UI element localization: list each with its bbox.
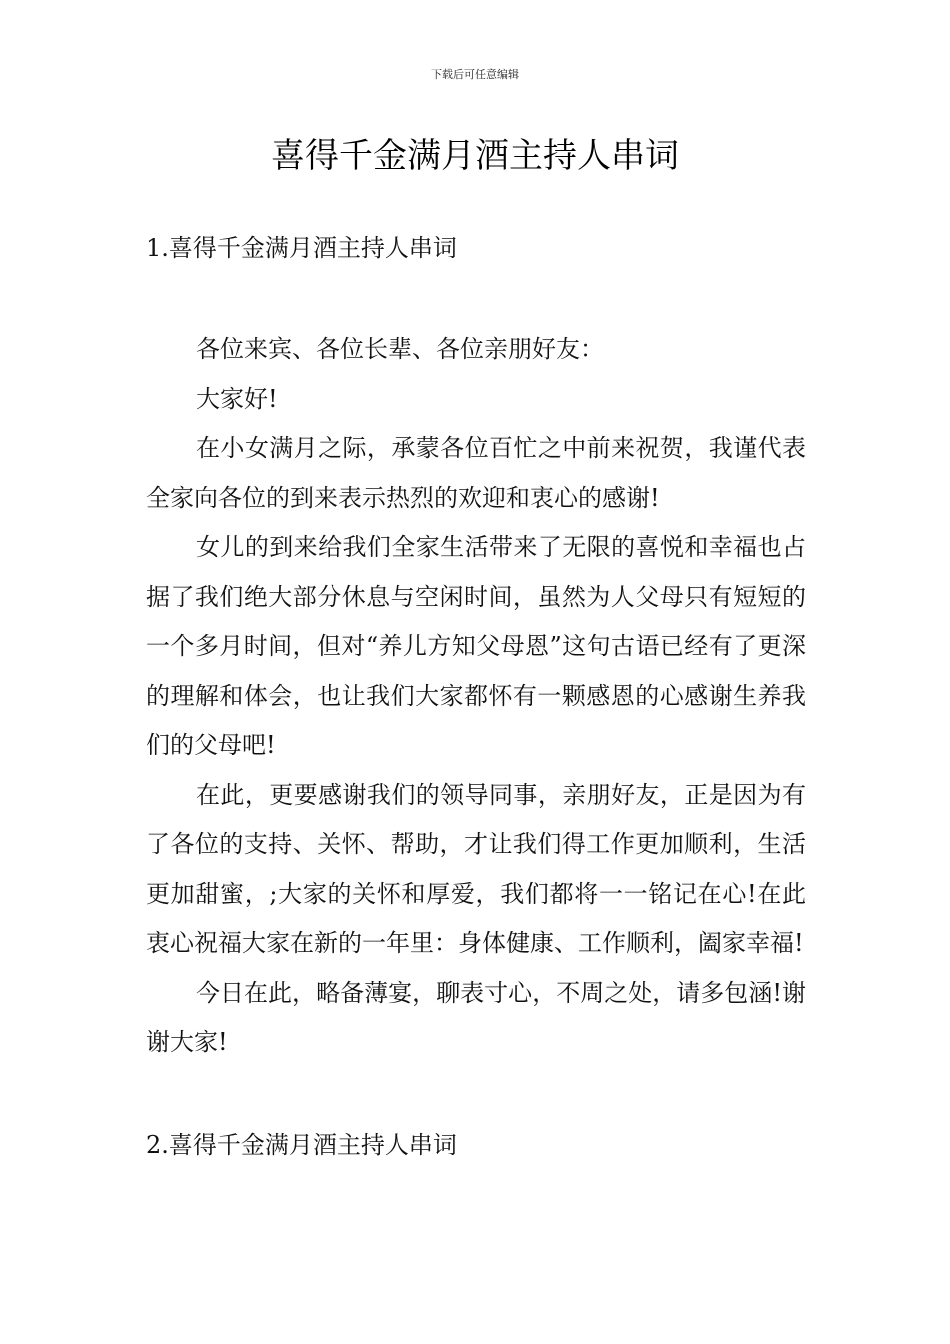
section-heading-1: 1.喜得千金满月酒主持人串词 <box>146 234 457 262</box>
paragraph-closing: 今日在此，略备薄宴，聊表寸心，不周之处，请多包涵!谢谢大家! <box>146 978 806 1056</box>
paragraph-hello: 大家好! <box>196 384 278 413</box>
document-title: 喜得千金满月酒主持人串词 <box>271 136 679 176</box>
paragraph-daughter: 女儿的到来给我们全家生活带来了无限的喜悦和幸福也占据了我们绝大部分休息与空闲时间，虽然为人父母只有短短的一个多月时间，但对“养儿方知父母恩”这句古语已经有了更深的理解和体会，也让我们大家都怀有一颗感恩的心感谢生养我们的父母吧! <box>146 533 806 759</box>
paragraph-thanks: 在小女满月之际，承蒙各位百忙之中前来祝贺，我谨代表全家向各位的到来表示热烈的欢迎和衷心的感谢! <box>146 434 806 512</box>
section-heading-2: 2.喜得千金满月酒主持人串词 <box>146 1131 457 1159</box>
paragraph-gratitude: 在此，更要感谢我们的领导同事，亲朋好友，正是因为有了各位的支持、关怀、帮助，才让我们得工作更加顺利，生活更加甜蜜，;大家的关怀和厚爱，我们都将一一铭记在心!在此衷心祝福大家在新的一年里：身体健康、工作顺利，阖家幸福! <box>146 780 806 957</box>
section-1-body <box>146 325 806 1068</box>
paragraph-greeting: 各位来宾、各位长辈、各位亲朋好友： <box>196 335 604 363</box>
header-note: 下载后可任意编辑 <box>431 68 519 81</box>
